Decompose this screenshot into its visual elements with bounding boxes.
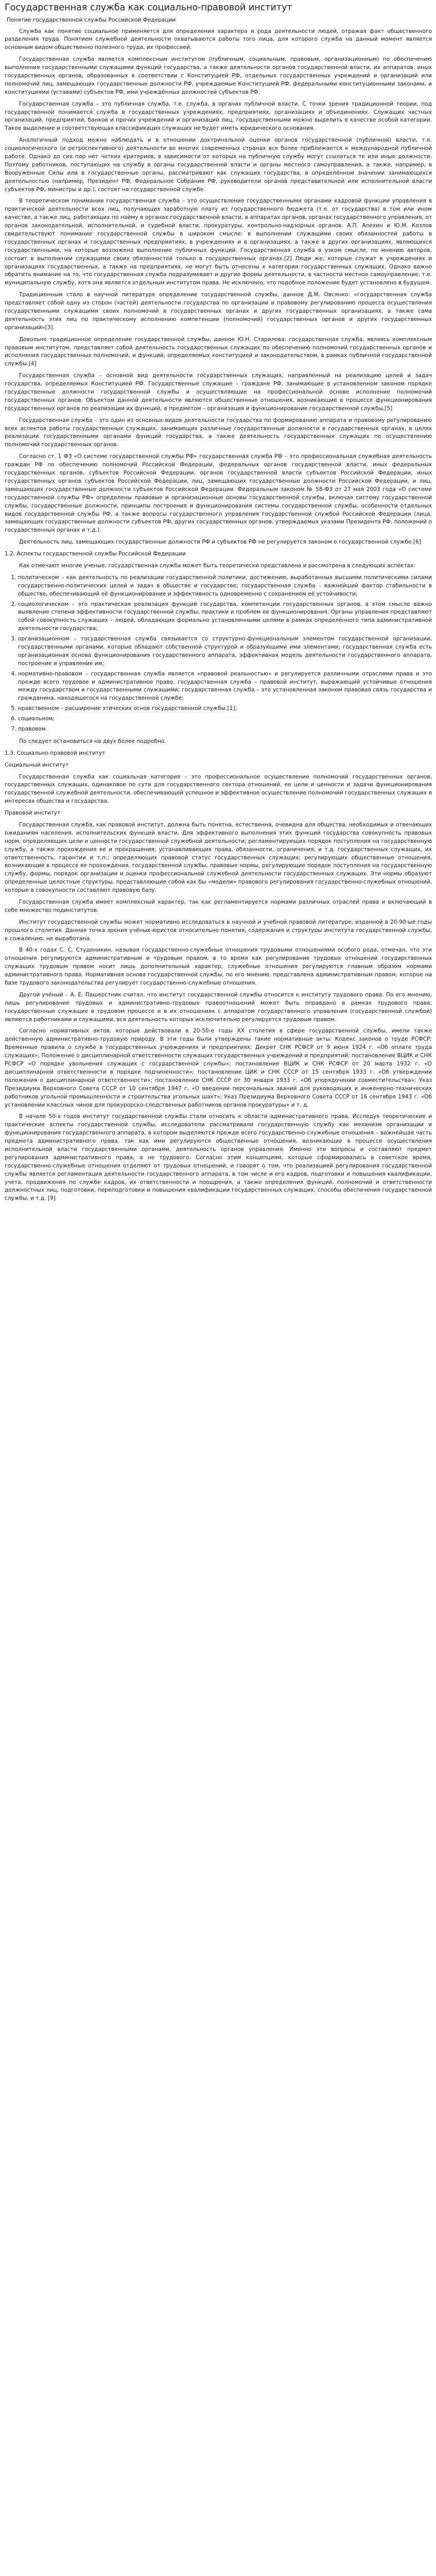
- section-heading: 1.2. Аспекты государственной службы Российской Федерации: [5, 551, 186, 557]
- section-heading: Правовой институт: [5, 810, 61, 817]
- list-item: 6. социальном;: [18, 715, 432, 723]
- paragraph: Довольно традиционное определение государственной службы, данное Ю.Н. Старилова: государственная служба, являясь комплексным правовым институтом, представляет собой деятельность государственных служащих по обеспечению полномочий государственных органов и исполнения государственных полномочий, и функций, определяемых конституцией и законодательством, в рамках публичной государственной службы.[4]: [5, 336, 432, 367]
- paragraph: Другой учёный – А. Е. Пашерстник считал, что институт государственной службы относится к институту трудового права. По его мнению, лишь регулирование трудовых и административно-трудовых правоотношений может быть оправдано в рамках трудового права; государственные служащие в трудовом процессе и в их отношениях с аппаратом государственного управления (государственной службой) являются работниками и служащими, вся деятельность которых исключительно регулируется трудовым правом.: [5, 991, 432, 1023]
- paragraph: В теоретическом понимании государственная служба – это осуществление государственными органами кадровой функции управления в практической деятельности всех лиц, получающих заработную плату из государственного бюджета (т.е. от государства) в том или ином качестве, а также лиц, работающих по найму в органах государственной власти, в аппаратах органов, органах государственного управления, от органов законодательной, исполнительной, и судебной власти, прокуратуры, контрольно-надзорных органов. А.П. Алехин и Ю.М. Козлов свидетельствуют понимание государственной службы в широком смысле: в выполнении служащими своих обязанностей работы в государственных органах и государственных предприятиях, в учреждениях и в организациях, а также в других организациях, являющихся государственными, на которые возложено выполнение публичных функций. Государственная служба в узком смысле, по мнению авторов, состоит в выполнении служащими своих обязанностей только в государственных органах.[2] Люди же, которые служат в учреждениях и организациях государственных, а также на предприятиях, не могут быть отнесены к категории государственных служащих. Однако важно обратить внимание на то, что государственная служба подразумевает и другие формы деятельности, в частности местное самоуправление, т.е. муниципальную службу, хотя она является отдельным институтом права. Не исключено, что подобное положение будет установлено в будущем.: [5, 198, 432, 286]
- paragraph: Государственная служба имеет комплексный характер, так как регламентируется нормами различных отраслей права и включающий в себе множество подинститутов.: [5, 899, 432, 913]
- paragraph: Государственная служба является комплексным институтом (публичным, социальным, правовым, организационным) по обеспечению выполнения государственными служащими функций государства, а также деятельности органов государственной власти, их аппаратов, иных государственных органов, образованных в соответствии с Конституцией РФ, отдельных государственных учреждений и организаций или полномочий лиц, замещающих государственные должности РФ, учреждаемые Конституцией РФ, федеральными конституционными законами, и конституциями (уставами) субъектов РФ, ими учреждённых должностей субъектов РФ.: [5, 56, 432, 95]
- list-item: 2. социологическом – это практическая реализация функций государства, компетенции государственных органов, в этом смысле важно выявление степени эффективности государственной службы, практики и проблем ее функционирования. Органы управления представляют собой совокупность служащих – людей, обладающих формально установленными целями в рамках определённого типа административной деятельности государства;: [18, 601, 432, 634]
- page-subtitle: Понятие государственной службы Российской Федерации: [7, 16, 176, 23]
- paragraph: Согласно нормативных актов, которые действовали в 20-50-е годы XX столетия в сфере государственной службы, имели также действенную административно-трудовую природу. В эти годы были утверждены такие нормативные акты: Кодекс законов о труде РСФСР; Временные правила о службе в государственных учреждениях и предприятиях; Декрет СНК РСФСР от 9 июня 1924 г. «Об оплате труда служащих»; Положение о дисциплинарной ответственности служащих государственных учреждений и предприятий; постановление ВЦИК и СНК РСФСР «О порядке увольнения служащих с государственной службы»; постановление ВЦИК и СНК РСФСР от 20 марта 1932 г. «О дисциплинарной ответственности в порядке подчиненности»; постановление ЦИК и СНК СССР от 15 сентября 1933 г. «Об утверждении положения о дисциплинарной ответственности»; постановление СНК СССР от 30 января 1933 г. «Об упорядочении совместительства»; Указ Президиума Верховного Совета СССР от 10 сентября 1947 г. «О введении персональных званий для руководящих и инженерно-технических работников угольной промышленности и строительства угольных шахт»; Указ Президиума Верховного Совета СССР от 16 сентября 1943 г. «Об установлении классных чинов для прокурорско-следственных работников органов прокуратуры» и т. д.: [5, 1028, 432, 1108]
- document-body: [5, 28, 432, 1204]
- list-item: 3. организационном – государственная служба связывается со структурно-функциональным элементом государственной организации, государственными органами, которые обладают собственной структурой и образующими ими элементами; государственная служба есть организационная основа функционирования государственного аппарата, эффективная модель деятельности государственного аппарата, построение и управление им;: [18, 635, 432, 668]
- paragraph: Государственная служба, как правовой институт, должна быть понятна, естественна, очевидна для общества, необходимых и отвечающих ожиданиям населения, исполнительских функций власти. Для эффективного выполнения этих функций государства совокупность правовых норм, определяющих цели и ценности государственной служебной деятельности; регламентирующих порядок поступления на государственную службу, а также прохождения ее и прекращения; устанавливающих права, обязанности, ограничения, и т.д. государственных служащих, их ответственность, гарантии и т.п.; определяющих правовой статус государственных служащих; регулирующих общественные отношения, возникающие в процессе ее прохождения, государственной службы, правовые нормы, регулирующие порядок поступления на государственную службу, формы, порядок организации и оценки профессиональной служебной деятельности государственных служащих. Эти нормы образуют определенные целостные структуры, представляющие собой как бы «модели» правового регулирования государственно-служебных отношений, которые в совокупности составляют правовую базу.: [5, 822, 432, 894]
- paragraph: Государственная служба – основной вид деятельности государственных служащих, направленный на реализацию целей и задач государства, определяемых Конституцией РФ. Государственные служащие – граждане РФ, занимающие в установленном законом порядке государственные должности государственной службы и осуществляющие на профессиональной основе исполнение полномочий государственных органов. Объектом данной деятельности являются общественные отношения, возникающие в процессе функционирования государственных органов по реализации их функций, а предметом – организация и функционирование государственной службы.[5]: [5, 372, 432, 412]
- paragraph: Служба как понятие социальное применяется для определения характера и рода деятельности людей, отражая факт общественного разделения труда. Понятием служебной деятельности охватываются работы того лица, для которого служба на данный момент является основным видом общественно полезного труда, их профессией.: [5, 28, 432, 51]
- paragraph: Деятельность лиц, замещающих государственные должности РФ и субъектов РФ не регулируется законом о государственной службе.[6]: [19, 539, 421, 546]
- paragraph: Государственная служба как социальная категория – это профессиональное осуществление полномочий государственных органов, государственных служащих, одинаковое по сути для государственного сектора отношений, ее цели и ценности и задачи функционирования государственной служебной деятельности, обеспечивающей успешное и эффективное осуществление полномочий государственных служащих в интересах общества и государства.: [5, 773, 432, 805]
- document-page: [0, 0, 436, 1213]
- section-heading: Социальный институт: [5, 761, 69, 768]
- list-item: 7. правовом.: [18, 725, 432, 734]
- list-item: 5. нравственном – расширение этических основ государственной службы.[1];: [18, 705, 432, 713]
- numbered-list: [5, 574, 432, 734]
- list-item: 1. политическом – как деятельность по реализации государственной политики, достижению, выработанных высшими политическими силами государственно-политических целей и задач в обществе и государстве; государственная служба – важнейший фактор стабильности в обществе, обеспечивающий её функционирование и эффективность одновременно с сохранением её устойчивости;: [18, 574, 432, 599]
- paragraph: Как отмечают многие ученые, государственная служба может быть теоретически представлена и рассмотрена в следующих аспектах:: [19, 562, 415, 569]
- paragraph: В начале 50-х годов институт государственной службы стали относить к области административного права. Исследуя теоретические и практические аспекты государственной службы, исследователи рассматривали государственную службу как механизм организации и функционирования государственного аппарата, в котором выделяются прежде всего государственно-служебные отношения – важнейшая часть предмета административного права, так как ими регулируются общественные отношения, возникающие в процессе осуществления исполнительной власти государственными органами, деятельность органов управления. Именно эти вопросы и составляют предмет регулирования административного права, а не трудового. Согласно этим концепциям, которые сформировались в советское время, государственно-служебные отношения отделяют от трудовых отношений, и говорят о том, что реализацией регулирования государственной службы является регламентация деятельности государственного аппарата, в том числе и его кадров, подготовки и повышения квалификации, учета, продвижения по службе кадров, их ответственности и поощрения, а также определения функций, полномочий и ответственности должностных лиц, подготовки, переподготовки и повышения квалификации государственных служащих, способы обеспечения государственной службы, и т.д. [9]: [5, 1113, 432, 1202]
- page-title: Государственная служба как социально-правовой институт: [5, 3, 292, 13]
- paragraph: По следует остановиться на двух более подробно.: [19, 738, 166, 744]
- paragraph: Традиционным стало в научной литературе определение государственной службы, данное Д.М. Овсянко: «государственная служба представляет собой одну из сторон (частей) деятельности государства по организации и правовому регулированию процесса осуществления государственными служащими своих полномочий в государственных органах и других государственных организациях, а также сама деятельность этих лиц по практическому исполнению компетенции (полномочий) государственных органов и других государственных организаций»[3].: [5, 292, 432, 331]
- paragraph: Аналогичный подход можно наблюдать и в отношении доктринальной оценки органов государственной (публичной) власти, т.е. социологического (и ретроспективного) деятельности во многих современных странах все более приближается к международной публичной работе. Однако до сих пор нет четких критериев, в зависимости от которых на публичную службу могут ссылаться те или иные должности. Поэтому работников, поступающих на службу в органы государственной власти и органы местного самоуправления, а также, например, в Вооружённые Силы или в государственные органы, рассматривают как служащих государства, в определённом значении занимающихся деятельностью (например, Президент РФ, Федеральное Собрание РФ, руководители органов представительной или исполнительной власти субъектов РФ, министры и др.), состоят на государственной службе.: [5, 137, 432, 193]
- paragraph: Институт государственной службы может нормативно исследоваться в научной и учебной правовой литературе, изданной в 20-90-ые годы прошлого столетия. Данная точка зрения учёных-юристов относительно понятия, содержания и структуры института государственной службы, к сожалению, не выработана.: [5, 919, 432, 942]
- list-item: 4. нормативно-правовом – государственная служба является «правовой реальностью» и регулируется различными отраслями права и это прежде всего трудовое и административное право, государственная служба – правовой институт, выражающий устойчивые отношения между государством и государственными служащими; государственная служба – это установленная законом правовая связь государства и гражданина, находящегося на государственной службе;: [18, 670, 432, 703]
- paragraph: В 40-х годах С. С. Студеникин, называя государственно-служебные отношения трудовыми отношениями особого рода, отмечал, что эти отношения регулируются административным и трудовым правом, в то время как регулирование трудовых отношений государственных служащих трудовым правом носит лишь дополнительный характер, служебные отношения регулируются главным образом нормами административного права. Нормативная основа государственной службы, по его мнению, представлена административным правом, которое на базе трудового законодательства регулирует государственно-служебные отношения.: [5, 947, 432, 987]
- paragraph: Государственная служба – это один из основных видов деятельности государства по формированию аппарата и правовому регулированию всех аспектов работы государственных служащих, занимающих различные государственные должности в государственных органах, в целях реализации государственными органами функций государства, а также деятельность государственных служащих по осуществлению полномочий государственных органов.: [5, 417, 432, 448]
- paragraph: Согласно ст. 1 ФЗ «О системе государственной службы РФ» государственная служба РФ – это профессиональная служебная деятельность граждан РФ по обеспечению полномочий Российской Федерации, федеральных органов государственной власти, иных федеральных государственных органов, субъектов Российской Федерации, органов государственной власти субъектов Российской Федерации, иных государственных органов субъектов Российской Федерации, лиц, замещающих государственные должности Российской Федерации, и лиц, замещающих государственные должности субъектов Российской Федерации. Федеральным законом № 58-ФЗ от 27 мая 2003 года «О системе государственной службы РФ» определены правовые и организационные основы государственной службы, включая систему государственной службы, государственные должности, принципы построения и функционирования системы государственной службы, особенности отдельных видов государственной службы РФ, а также вопросы государственного управления государственной службой Российской Федерации (лица, замещающих государственные должности субъектов РФ, других государственных органов, утверждаемых указами Президента РФ, положений о государственных органах и т.д.).: [5, 453, 432, 534]
- section-heading: 1.3. Социально-правовой институт: [5, 750, 106, 756]
- paragraph: Государственная служба – это публичная служба, т.е. служба, в органах публичной власти. С точки зрения традиционной теории, под государственной понимается служба в государственных учреждениях, предприятиях, организациях и объединениях. Служащих частных организаций, предприятий, банков и прочих учреждений и организаций лиц, государственными можно выделить в качестве особой категории. Такое выделение и соответствующая классификация служащих не будет иметь юридического основания.: [5, 100, 432, 132]
